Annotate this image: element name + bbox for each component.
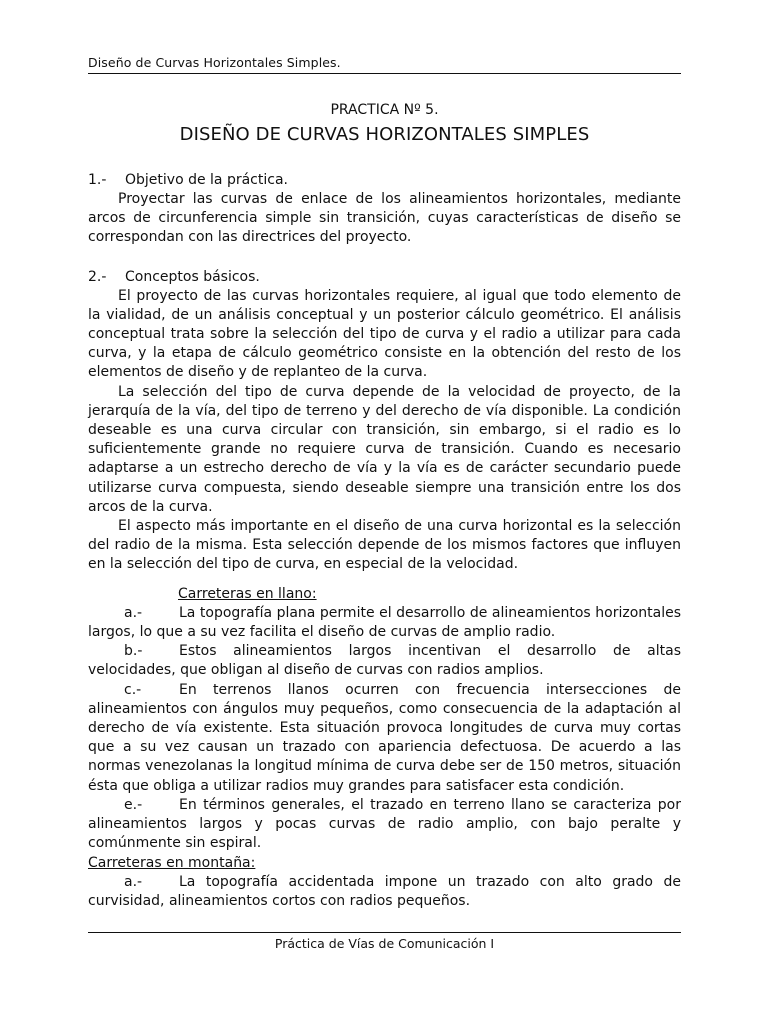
section-2-number: 2.- bbox=[88, 268, 107, 285]
section-2-title: Conceptos básicos. bbox=[125, 268, 260, 285]
llano-item-c-letter: c.- bbox=[124, 681, 142, 698]
document-title: DISEÑO DE CURVAS HORIZONTALES SIMPLES bbox=[179, 124, 590, 145]
practice-label: PRACTICA Nº 5. bbox=[330, 102, 439, 118]
llano-item-b-text: Estos alineamientos largos incentivan el desarrollo de altas velocidades, que obligan al diseño de curvas con radios amplios. bbox=[88, 643, 681, 679]
running-footer: Práctica de Vías de Comunicación I bbox=[274, 936, 495, 951]
llano-item-b bbox=[88, 642, 681, 680]
section-2-paragraph-3: El aspecto más importante en el diseño de una curva horizontal es la selección del radio de la misma. Esta selección depende de los mismos factores que influyen en la selección del tipo de curva, en especial de la velocidad. bbox=[88, 518, 681, 573]
footer-rule bbox=[88, 932, 681, 933]
section-2-paragraph-1: El proyecto de las curvas horizontales requiere, al igual que todo elemento de la vialidad, de un análisis conceptual y un posterior cálculo geométrico. El análisis conceptual trata sobre la selección del tipo de curva y el radio a utilizar para cada curva, y la etapa de cálculo geométrico consiste en la obtención del resto de los elementos de diseño y de replanteo de la curva. bbox=[88, 287, 681, 381]
subheading-llano: Carreteras en llano: bbox=[178, 585, 317, 602]
header-rule bbox=[88, 73, 681, 74]
subheading-montana: Carreteras en montaña: bbox=[88, 854, 256, 871]
montana-item-a bbox=[88, 873, 681, 911]
llano-item-e-text: En términos generales, el trazado en terreno llano se caracteriza por alineamientos largos y pocas curvas de radio amplio, con bajo peralte y comúnmente sin espiral. bbox=[88, 796, 681, 852]
section-1-title: Objetivo de la práctica. bbox=[125, 172, 288, 188]
llano-item-a-text: La topografía plana permite el desarrollo de alineamientos horizontales largos, lo que a su vez facilita el diseño de curvas de amplio radio. bbox=[88, 604, 681, 641]
llano-item-e-letter: e.- bbox=[124, 796, 143, 813]
section-1-number: 1.- bbox=[88, 172, 107, 188]
montana-item-a-letter: a.- bbox=[124, 873, 143, 890]
section-1-paragraph: Proyectar las curvas de enlace de los alineamientos horizontales, mediante arcos de circunferencia simple sin transición, cuyas características de diseño se correspondan con las directrices del proyecto. bbox=[88, 191, 681, 246]
section-2-heading bbox=[88, 268, 681, 287]
llano-item-e bbox=[88, 796, 681, 854]
section-1-heading bbox=[88, 171, 681, 190]
llano-item-a bbox=[88, 604, 681, 642]
document-body bbox=[88, 100, 681, 911]
montana-item-a-text: La topografía accidentada impone un trazado con alto grado de curvisidad, alineamientos cortos con radios pequeños. bbox=[88, 873, 681, 909]
running-header: Diseño de Curvas Horizontales Simples. bbox=[88, 55, 341, 70]
llano-item-c-text: En terrenos llanos ocurren con frecuencia intersecciones de alineamientos con ángulos muy pequeños, como consecuencia de la adaptación al derecho de vía existente. Esta situación provoca longitudes de curva muy cortas que a su vez causan un trazado con apariencia defectuosa. De acuerdo a las normas venezolanas la longitud mínima de curva debe ser de 150 metros, situación ésta que obliga a utilizar radios muy grandes para satisfacer esta condición. bbox=[88, 681, 681, 794]
section-2-paragraph-2: La selección del tipo de curva depende de la velocidad de proyecto, de la jerarquía de la vía, del tipo de terreno y del derecho de vía disponible. La condición deseable es una curva circular con transición, sin embargo, si el radio es lo suficientemente grande no requiere curva de transición. Cuando es necesario adaptarse a un estrecho derecho de vía y la vía es de carácter secundario puede utilizarse curva compuesta, siendo deseable siempre una transición entre los dos arcos de la curva. bbox=[88, 383, 681, 515]
llano-item-b-letter: b.- bbox=[124, 643, 143, 660]
llano-item-c bbox=[88, 681, 681, 796]
llano-item-a-letter: a.- bbox=[124, 604, 143, 621]
